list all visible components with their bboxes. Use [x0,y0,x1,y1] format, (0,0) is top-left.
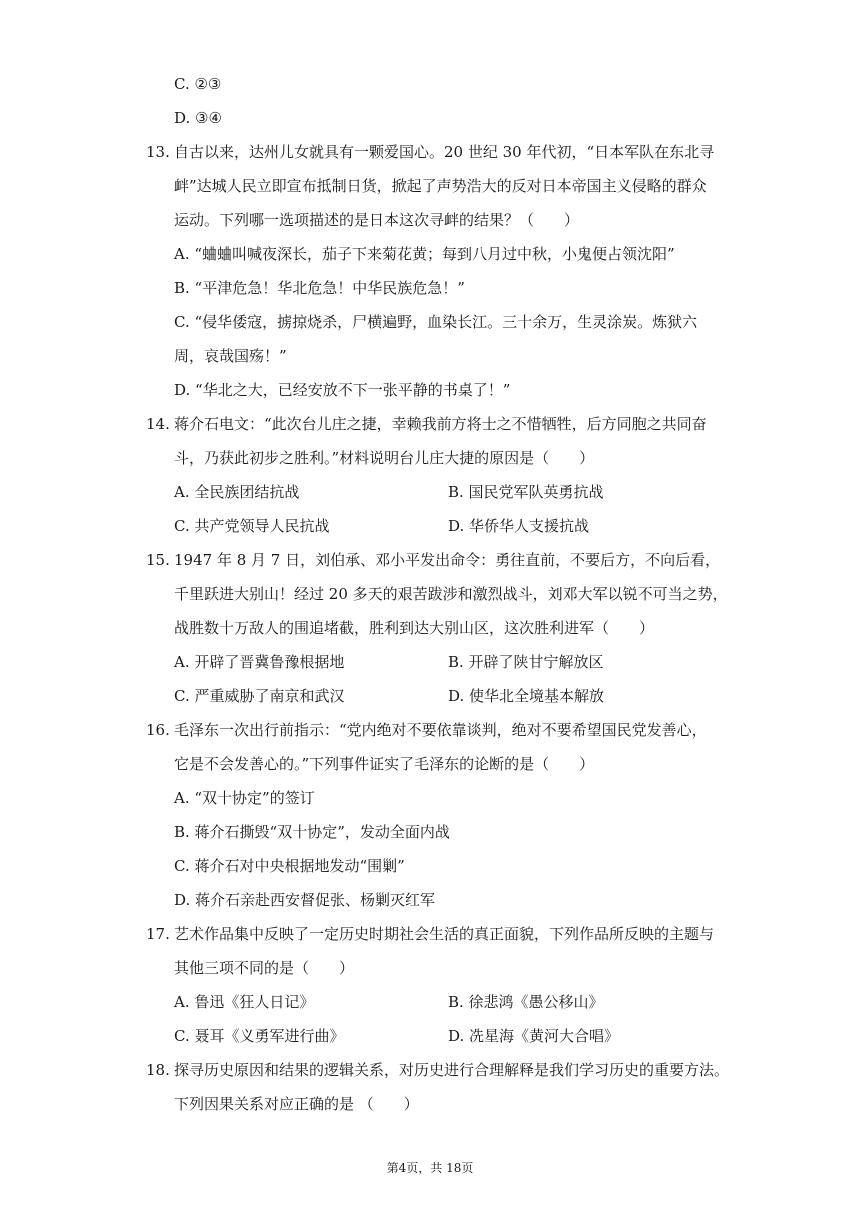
question-17-stem-line-1: 艺术作品集中反映了一定历史时期社会生活的真正面貌，下列作品所反映的主题与 [174,925,715,943]
question-14-option-c: C. 共产党领导人民抗战 [174,517,330,535]
question-14-option-d: D. 华侨华人支援抗战 [448,517,590,535]
question-number-15: 15. [146,551,170,569]
page-footer: 第4页，共 18页 [386,1161,474,1175]
question-15-stem-line-1: 1947 年 8 月 7 日，刘伯承、邓小平发出命令：勇往直前，不要后方，不向后看， [174,551,721,569]
question-13-stem-line-1: 自古以来，达州儿女就具有一颗爱国心。20 世纪 30 年代初，“日本军队在东北寻 [174,143,715,161]
question-number-16: 16. [146,721,170,739]
question-17-option-c: C. 聂耳《义勇军进行曲》 [174,1027,345,1045]
question-13-option-c: C. “侵华倭寇，掳掠烧杀，尸横遍野，血染长江。三十余万，生灵涂炭。炼狱六 [174,313,698,331]
question-14-option-b: B. 国民党军队英勇抗战 [448,483,604,501]
question-15-option-b: B. 开辟了陕甘宁解放区 [448,653,604,671]
question-13-option-a: A. “蛐蛐叫喊夜深长，茄子下来菊花黄；每到八月过中秋，小鬼便占领沈阳” [174,245,675,263]
question-18-stem-line-1: 探寻历史原因和结果的逻辑关系，对历史进行合理解释是我们学习历史的重要方法。 [174,1061,730,1079]
question-18-stem-line-2: 下列因果关系对应正确的是 （ ） [174,1095,419,1113]
question-17-option-d: D. 冼星海《黄河大合唱》 [448,1027,620,1045]
question-15-option-a: A. 开辟了晋冀鲁豫根据地 [174,653,345,671]
option-d-prev: D. ③④ [174,109,222,127]
question-13-option-b: B. “平津危急！华北危急！中华民族危急！” [174,279,465,297]
question-14-stem-line-2: 斗，乃获此初步之胜利。”材料说明台儿庄大捷的原因是（ ） [174,449,595,467]
question-17-option-b: B. 徐悲鸿《愚公移山》 [448,993,604,1011]
question-16-stem-line-2: 它是不会发善心的。”下列事件证实了毛泽东的论断的是（ ） [174,755,595,773]
question-number-18: 18. [146,1061,170,1079]
question-15-stem-line-2: 千里跃进大别山！经过 20 多天的艰苦跋涉和激烈战斗，刘邓大军以锐不可当之势， [174,585,728,603]
question-16-option-a: A. “双十协定”的签订 [174,789,315,807]
question-13-option-d: D. “华北之大，已经安放不下一张平静的书桌了！” [174,381,511,399]
question-14-stem-line-1: 蒋介石电文：“此次台儿庄之捷，幸赖我前方将士之不惜牺牲，后方同胞之共同奋 [174,415,707,433]
question-15-stem-line-3: 战胜数十万敌人的围追堵截，胜利到达大别山区，这次胜利进军（ ） [174,619,655,637]
question-13-stem-line-3: 运动。下列哪一选项描述的是日本这次寻衅的结果？（ ） [174,211,580,229]
question-16-option-d: D. 蒋介石亲赴西安督促张、杨剿灭红军 [174,891,436,909]
question-16-stem-line-1: 毛泽东一次出行前指示：“党内绝对不要依靠谈判，绝对不要希望国民党发善心， [174,721,707,739]
question-13-stem-line-2: 衅”达城人民立即宣布抵制日货，掀起了声势浩大的反对日本帝国主义侵略的群众 [174,177,707,195]
question-number-17: 17. [146,925,170,943]
option-c-prev: C. ②③ [174,75,222,93]
question-16-option-b: B. 蒋介石撕毁“双十协定”，发动全面内战 [174,823,450,841]
question-17-option-a: A. 鲁迅《狂人日记》 [174,993,315,1011]
question-14-option-a: A. 全民族团结抗战 [174,483,300,501]
question-17-stem-line-2: 其他三项不同的是（ ） [174,959,355,977]
question-15-option-c: C. 严重威胁了南京和武汉 [174,687,345,705]
question-number-13: 13. [146,143,170,161]
question-16-option-c: C. 蒋介石对中央根据地发动“围剿” [174,857,405,875]
question-15-option-d: D. 使华北全境基本解放 [448,687,605,705]
question-13-option-c-cont: 周，哀哉国殇！” [174,347,287,365]
question-number-14: 14. [146,415,170,433]
